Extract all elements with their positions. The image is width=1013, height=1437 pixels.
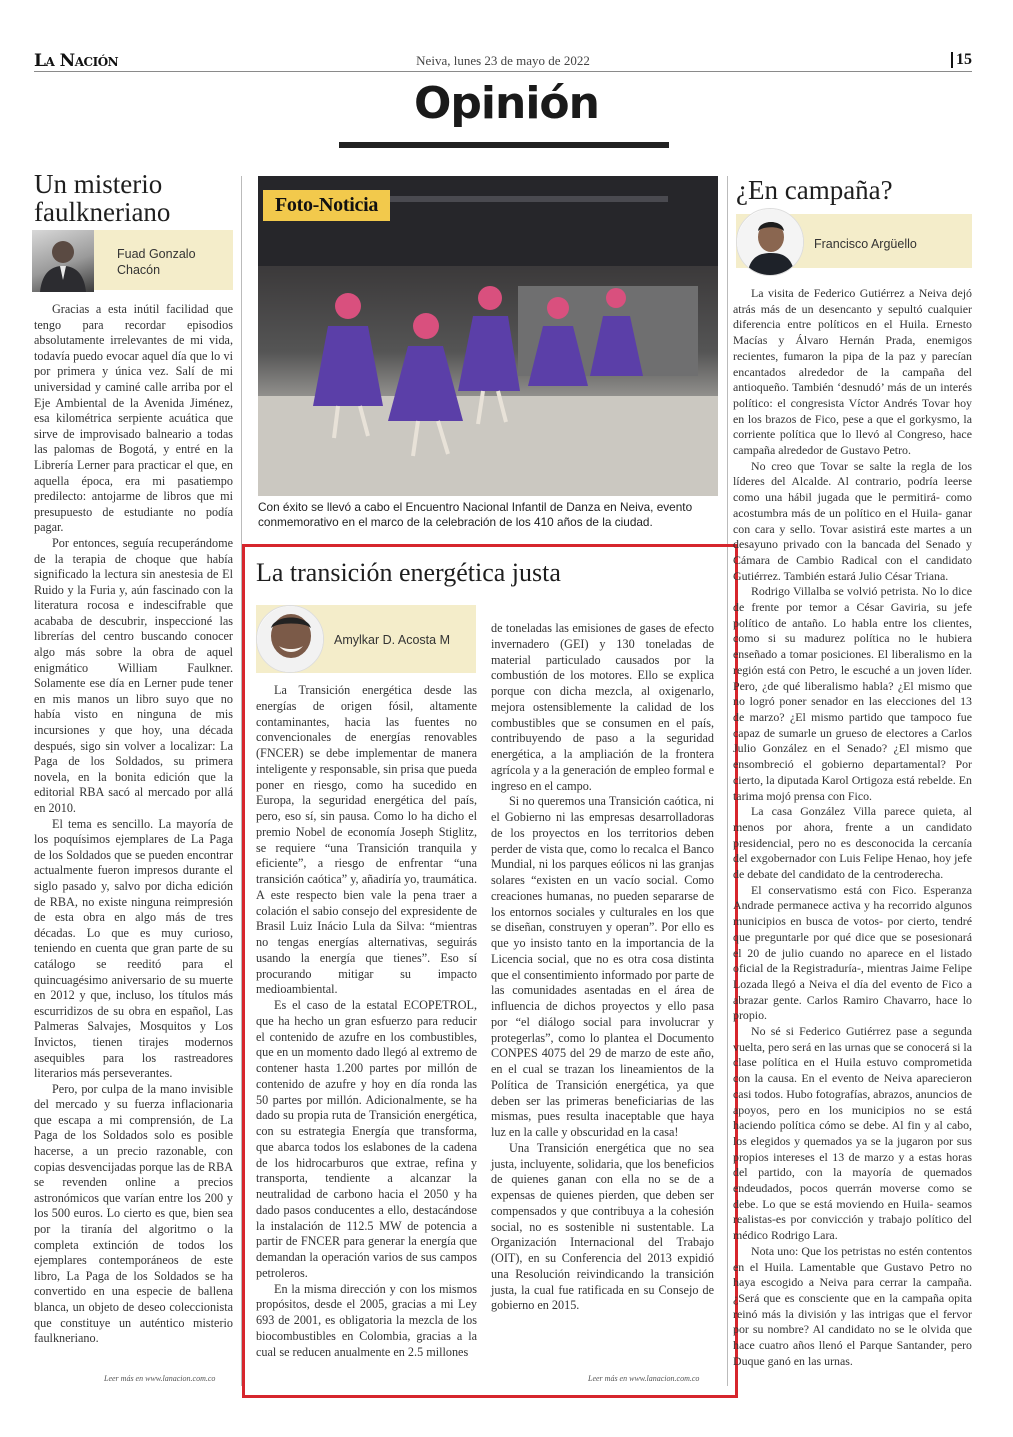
- person-portrait-icon: [737, 209, 804, 276]
- left-byline-box: [34, 230, 233, 290]
- dancers-photo-illustration: [258, 176, 718, 496]
- right-paragraph-4: La casa González Villa parece quieta, al menos por ahora, frente a un candidato presidencial, pero no es desconocida la cercanía del exgobernador con Luis Felipe Henao, hoy jefe de debate del candidato de la centroderecha.: [733, 804, 972, 882]
- center-article-headline: La transición energética justa: [256, 558, 561, 587]
- right-paragraph-7: Nota uno: Que los petristas no estén contentos en el Huila. Lamentable que Gustavo Petro no haya escogido a Neiva para cerrar la campaña.¿Será que es consciente que en la campaña opita reinó más la división y las intrigas que el fervor por su nombre? Al candidato no se le olvida que hace cuatro años llenó el Parque Santander, pero Duque ganó en las urnas.: [733, 1243, 972, 1368]
- left-paragraph-4: Pero, por culpa de la mano invisible del mercado y su fuerza inflacionaria que escapa a mi comprensión, de La Paga de los Soldados solo es posible hacerse, a un precio razonable, con copias desvencijadas porque las de RBA se revenden online a precios astronómicos que varían entre los 200 y los 500 euros. Lo cierto es que, bien sea por la tiranía del algoritmo o la completa extinción de todos los ejemplares contemporáneos de este libro, La Paga de los Soldados se ha convertido en una especie de ballena blanca, un objeto de deseo coleccionista que constituye un auténtico misterio faulkneriano.: [34, 1081, 233, 1346]
- author-photo-chacon: [32, 230, 94, 292]
- center-author-name: Amylkar D. Acosta M: [334, 633, 450, 647]
- center-paragraph-4: de toneladas las emisiones de gases de efecto invernadero (GEI) y 130 toneladas de material particulado causados por la combustión de los motores. Ello se explica porque con dicha mezcla, al oxigenarlo, mejora ostensiblemente la calidad de los combustibles que se consumen en el país, contribuyendo de paso a la seguridad energética, a la ampliación de la frontera agrícola y a la generación de empleo formal e ingreso en el campo.: [491, 621, 714, 793]
- center-paragraph-1: La Transición energética desde las energías de origen fósil, altamente contaminantes, hacia las fuentes no convencionales de energías renovables (FNCER) se debe implementar de manera inteligente y responsable, sin prisa que pueda poner en riesgo, como ha sucedido en Europa, la seguridad energética del país, pero, eso sí, sin pausa. Como lo ha dicho el premio Nobel de economía Joseph Stiglitz, se requiere “una Transición tranquila y eficiente”, a riesgo de enfrentar “una transición caótica” y, añadiría yo, traumática. A este respecto bien vale la pena traer a colación el sabio consejo del expresidente de Brasil Luiz Inácio Lula da Silva: “mientras no tengas energías alternativas, seguirás usando la energía que tienes”. Eso sí procurando mitigar su impacto medioambiental.: [256, 683, 478, 997]
- section-divider: [339, 142, 669, 148]
- left-paragraph-3: El tema es sencillo. La mayoría de los poquísimos ejemplares de La Paga de los Soldados que se pueden encontrar actualmente fueron impresos durante el siglo pasado y, salvo por dicha edición de RBA, no existe ninguna reimpresión de esta obra en algo más de tres décadas. Lo que es muy curioso, teniendo en cuenta que gran parte de su catálogo se reeditó para el quincuagésimo aniversario de su muerte en 2012 y que, incluso, los títulos más escurridizos de su obra en español, Las Palmeras Salvajes, Mosquitos y Los Invictos, tienen tirajes modernos asequibles para los rastreadores literarios más perseverantes.: [34, 816, 233, 1081]
- page-number: 15: [951, 52, 972, 68]
- right-column-headline: ¿En campaña?: [736, 175, 893, 205]
- masthead: [34, 50, 972, 72]
- center-byline-box: [256, 605, 476, 673]
- right-author-name: Francisco Argüello: [814, 237, 917, 251]
- person-silhouette-icon: [32, 230, 94, 292]
- left-column-body: [34, 302, 233, 1374]
- right-paragraph-3: Rodrigo Villalba se volvió petrista. No lo dice de frente por temor a César Gaviria, su jefe político de antaño. Lo habla entre los clientes, como si su madurez política no le hubiera enseñado a tomar posiciones. El liberalismo en la región está con Petro, le escuché a un joven líder. Pero, ¿de qué liberalismo habla? ¿El mismo que no logró poner senador en las elecciones del 13 de marzo? ¿El mismo partido que tampoco fue capaz de sumarle un grueso de electores a Carlos Julio González en el Senado? ¿El mismo que ensombreció el gobierno departamental? Por cierto, la diputada Karol Ortigoza está rebelde. En tarima mojó prensa con Fico.: [733, 584, 972, 803]
- center-article-col-1: [256, 683, 477, 1383]
- newspaper-logo[interactable]: La Nación: [34, 51, 119, 71]
- center-read-more-link[interactable]: Leer más en www.lanacion.com.co: [588, 1374, 700, 1383]
- center-paragraph-5: Si no queremos una Transición caótica, ni el Gobierno ni las empresas desarrolladoras de los proyectos en los territorios deben perder de vista que, como lo recalca el Banco Mundial, ni los parques eólicos ni las granjas solares “existen en un vacío social. Como creaciones humanas, no pueden separarse de los entornos sociales y culturales en los que se diseñan, construyen y operan”. Por ello es que yo insisto tanto en la importancia de la Licencia social, que no es otra cosa distinta que el consentimiento informado por parte de las comunidades asentadas en el área de influencia de dichos proyectos y ello pasa por “el diálogo social para involucrar y protegerlas”, como lo plantea el Documento CONPES 4075 del 29 de marzo de este año, en el cual se trazan los lineamientos de la Política de Transición energética, ya que deben ser las primeras beneficiarias de las mismas, pues resulta inaceptable que haya luz en la calle y obscuridad en la casa!: [491, 794, 714, 1139]
- left-read-more-link[interactable]: Leer más en www.lanacion.com.co: [104, 1374, 216, 1383]
- photo-news-badge: Foto-Noticia: [263, 190, 390, 221]
- right-paragraph-5: El conservatismo está con Fico. Esperanza Andrade permanece activa y ha recorrido algunos municipios en busca de votos- por cierto, tendré que preguntarle por qué dice que se posesionará el 20 de julio cuando no aparece en el listado oficial de la Registraduría-, mientras Jaime Felipe Lozada llegó a Neiva el día del evento de Fico a abrazar gente. Carlos Ramiro Chavarro, hace lo propio.: [733, 882, 972, 1023]
- right-paragraph-2: No creo que Tovar se salte la regla de los líderes del Alcalde. Al contrario, podría leerse como una hábil jugada que le permitirá- como acostumbra más de un político en el Huila- ganar con cara y sello. Tovar asistirá este martes a un desayuno privado con la bancada del Senado y Cámara de Cambio Radical con el candidato Gutiérrez. También estará Julio César Triana.: [733, 458, 972, 583]
- right-paragraph-1: La visita de Federico Gutiérrez a Neiva dejó atrás más de un desencanto y sepultó cualquier diferencia entre políticos en el Huila. Ernesto Macías y Álvaro Hernán Prada, enemigos recientes, fumaron la pipa de la paz y parecían encantados alrededor de la campaña del antioqueño. También ‘desnudó’ más de un interés político: el congresista Víctor Andrés Tovar hoy en los brazos de Fico, pese a que el gorkysmo, la corriente política que lo llevó al Congreso, hace campaña alrededor de Gustavo Petro.: [733, 286, 972, 458]
- section-title: Opinión: [414, 78, 599, 129]
- author-photo-acosta: [256, 605, 324, 673]
- person-portrait-icon: [257, 606, 324, 673]
- center-article-col-2: [491, 621, 714, 1371]
- dateline: Neiva, lunes 23 de mayo de 2022: [416, 53, 590, 68]
- left-author-name: Fuad Gonzalo Chacón: [117, 247, 196, 277]
- left-paragraph-2: Por entonces, seguía recuperándome de la terapia de choque que había significado la lectura sin anestesia de El Ruido y la Furia y, aún fascinado con la literatura rocosa e indescifrable que acababa de descubrir, inspeccioné las librerías del centro buscando conocer algo más sobre la obra de aquel enigmático William Faulkner. Solamente ese día en Lerner pude tener en mis manos un libro suyo que no había visto en ninguna de mis incursiones y que hoy, una década después, sigo sin volver a localizar: La Paga de los Soldados, su primera novela, en la bonita edición que la editorial RBA sacó al mercado por allá en 2010.: [34, 535, 233, 815]
- photo-news-image: [258, 176, 718, 496]
- center-paragraph-3: En la misma dirección y con los mismos propósitos, desde el 2005, gracias a mi Ley 693 de 2001, es obligatoria la mezcla de los biocombustibles en Colombia, gracias a la cual se reducen anualmente en 2.5 millones: [256, 1281, 477, 1359]
- right-paragraph-6: No sé si Federico Gutiérrez pase a segunda vuelta, pero será en las urnas que se conocerá si la clase política en el Huila estuvo comprometida con la causa. En el evento de Neiva aparecieron casi todos. Hubo fotografías, abrazos, anuncios de apoyos, pero en los municipios no se está haciendo política cómo se debe. Al fin y al cabo, los elegidos y quemados ya se la jugaron por sus propios intereses el 13 de marzo y a estas horas del partido, con la mayoría de quemados endeudados, pocos querrán moverse como se debe. Lo que se está moviendo en Huila- seamos realistas-es por convicción y trabajo político del médico Rodrigo Lara.: [733, 1024, 972, 1243]
- left-paragraph-1: Gracias a esta inútil facilidad que tengo para recordar episodios absolutamente irrelevantes de mi vida, todavía puedo evocar aquel día que lo vi por primera y única vez. Salí de mi universidad y caminé calle arriba por el Eje Ambiental de la Avenida Jiménez, esa kilométrica serpiente acuática que sirve de improvisado balneario a todas las palomas de Bogotá, y entré en la Librería Lerner para practicar el que, en aquella época, era mi pasatiempo predilecto: antojarme de libros que mi presupuesto de estudiante no podía pagar.: [34, 302, 233, 535]
- photo-caption: Con éxito se llevó a cabo el Encuentro Nacional Infantil de Danza en Neiva, evento conmemorativo en el marco de la celebración de los 410 años de la ciudad.: [258, 500, 693, 529]
- center-paragraph-2: Es el caso de la estatal ECOPETROL, que ha hecho un gran esfuerzo para reducir el contenido de azufre en los combustibles, que en un momento dado llegó al extremo de contener hasta 1.200 partes por millón de contenido de azufre y hoy en día ronda las 50 partes por millón. Adicionalmente, se ha dado su propia ruta de Transición energética, con su estrategia Energía que transforma, que abarca todos los eslabones de la cadena de los hidrocarburos que extrae, refina y transporta, tendiente a alcanzar la neutralidad de carbono hacia el 2050 y ha dado pasos conducentes a ello, destacándose la instalación de 112.5 MW de potencia a partir de FNCER para generar la energía que demandan la operación varios de sus campos petroleros.: [256, 998, 477, 1280]
- right-column-body: [733, 286, 972, 1386]
- author-photo-arguello: [736, 208, 804, 276]
- center-paragraph-6: Una Transición energética que no sea justa, incluyente, solidaria, que los beneficios de quienes ganan con ella no se de a expensas de quienes pierden, que deben ser compensados y que contribuya a la cohesión social, no es sostenible ni sustentable. La Organización Internacional del Trabajo (OIT), en su Conferencia del 2013 expidió una Resolución reivindicando la transición justa, la cual fue ratificada en su Consejo de gobierno en 2015.: [491, 1140, 714, 1313]
- left-column-headline: Un misterio faulkneriano: [34, 169, 171, 227]
